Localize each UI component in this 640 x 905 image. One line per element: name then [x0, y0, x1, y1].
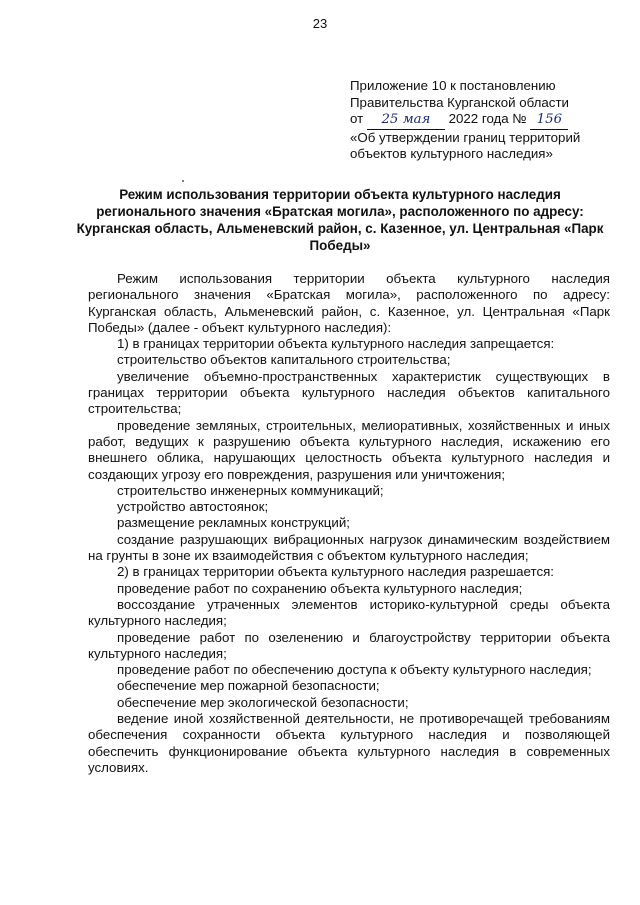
paragraph: проведение работ по сохранению объекта культурного наследия;	[117, 580, 523, 596]
appendix-line-1: Приложение 10 к постановлению	[350, 78, 556, 93]
appendix-line-4: «Об утверждении границ территорий	[350, 129, 581, 145]
date-prefix: от	[350, 111, 364, 127]
paragraph: размещение рекламных конструкций;	[117, 515, 350, 531]
paragraph: создание разрушающих вибрационных нагрузок динамическим воздействием на грунты в зоне их взаимодействия с объектом культурного наследия;	[88, 531, 610, 564]
paragraph: 2) в границах территории объекта культурного наследия разрешается:	[117, 564, 554, 580]
handwritten-number: 156	[530, 112, 568, 130]
page-number: 23	[312, 16, 328, 31]
paragraph: воссоздание утраченных элементов историко-культурной среды объекта культурного наследия;	[88, 596, 610, 629]
number-sign: №	[512, 111, 527, 127]
paragraph: увеличение объемно-пространственных характеристик существующих в границах территории объекта культурного наследия объектов капитального строительства;	[88, 368, 610, 417]
appendix-line-2: Правительства Курганской области	[350, 94, 569, 110]
appendix-header	[350, 78, 630, 163]
appendix-line-5: объектов культурного наследия»	[350, 146, 553, 162]
paragraph: 1) в границах территории объекта культурного наследия запрещается:	[117, 336, 555, 352]
paragraph: обеспечение мер пожарной безопасности;	[117, 678, 380, 694]
paragraph: проведение работ по обеспечению доступа к объекту культурного наследия;	[117, 662, 592, 678]
paragraph: проведение земляных, строительных, мелиоративных, хозяйственных и иных работ, ведущих к разрушению объекта культурного наследия, искажению его внешнего облика, нарушающих целостность объекта культурного наследия и создающих угрозу его повреждения, разрушения или уничтожения;	[88, 417, 610, 482]
year-text: 2022 года	[448, 111, 509, 127]
paragraph: строительство объектов капитального строительства;	[117, 352, 451, 368]
appendix-date-line	[350, 111, 630, 130]
handwritten-date: 25 мая	[367, 112, 445, 130]
paragraph: ведение иной хозяйственной деятельности, не противоречащей требованиям обеспечения сохранности объекта культурного наследия и позволяющей обеспечить функционирование объекта культурного наследия в современных условиях.	[88, 711, 610, 775]
paragraph: устройство автостоянок;	[117, 499, 269, 515]
scan-speck	[182, 180, 184, 182]
document-title: Режим использования территории объекта культурного наследия регионального значения «Братская могила», расположенного по адресу: Курганская область, Альменевский район, с. Казенное, ул. Центральная «Парк Победы»	[76, 187, 604, 253]
paragraph: обеспечение мер экологической безопасности;	[117, 694, 409, 710]
paragraph: строительство инженерных коммуникаций;	[117, 482, 384, 498]
paragraph: Режим использования территории объекта культурного наследия регионального значения «Братская могила», расположенного по адресу: Курганская область, Альменевский район, с. Казенное, ул. Центральная «Парк Победы» (далее - объект культурного наследия):	[88, 271, 610, 335]
document-body	[88, 271, 610, 776]
paragraph: проведение работ по озеленению и благоустройству территории объекта культурного наследия;	[88, 629, 610, 661]
